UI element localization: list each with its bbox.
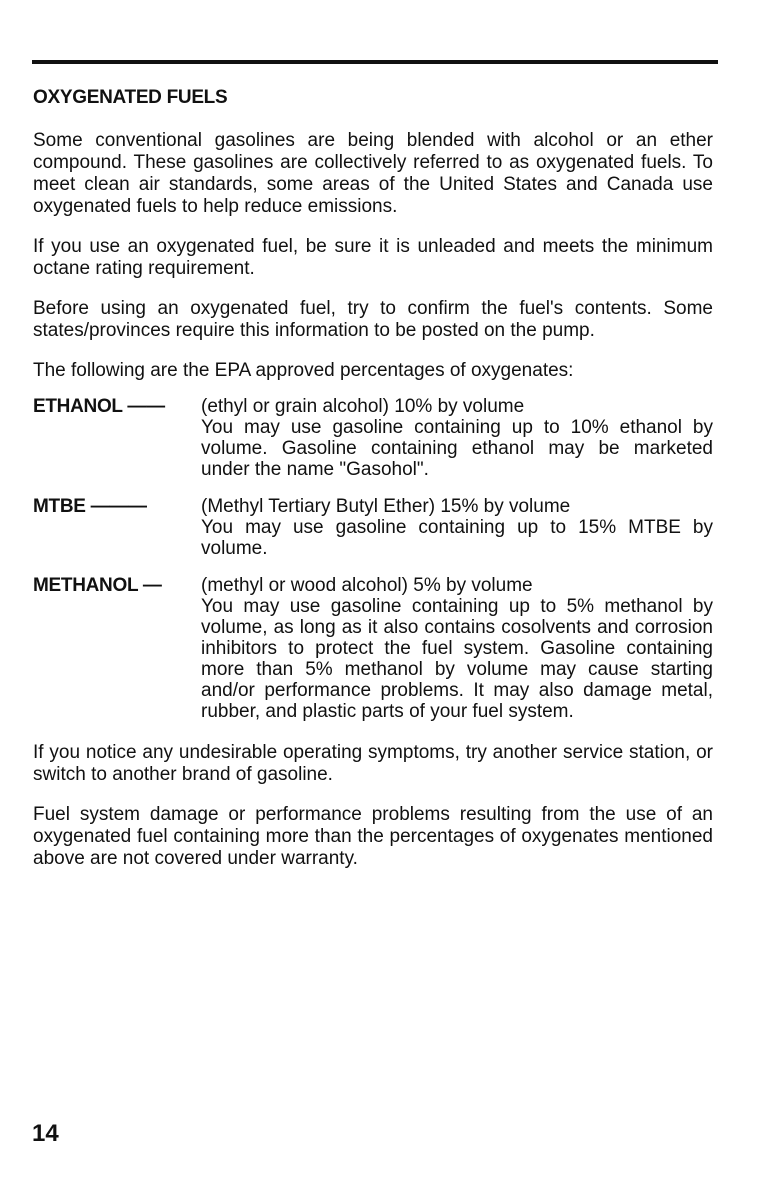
warranty-paragraph: Fuel system damage or performance problems resulting from the use of an oxygenated fuel containing more than the percentages of oxygenates mentioned above are not covered under warranty. [33, 804, 713, 869]
fuel-name-methanol: METHANOL — [33, 575, 162, 596]
fuel-name-ethanol: ETHANOL —— [33, 396, 165, 417]
fuel-text-mtbe [201, 496, 713, 559]
symptoms-paragraph: If you notice any undesirable operating symptoms, try another service station, or switch to another brand of gasoline. [33, 742, 713, 785]
confirm-contents-paragraph: Before using an oxygenated fuel, try to confirm the fuel's contents. Some states/provinces require this information to be posted on the pump. [33, 298, 713, 341]
fuel-entry-methanol [33, 575, 713, 722]
fuel-spec-mtbe: (Methyl Tertiary Butyl Ether) 15% by volume [201, 496, 571, 517]
fuel-text-methanol [201, 575, 713, 722]
fuel-entry-mtbe [33, 496, 713, 559]
page-number: 14 [32, 1120, 59, 1147]
fuel-description-ethanol: You may use gasoline containing up to 10% ethanol by volume. Gasoline containing ethanol may be marketed under the name "Gasohol". [201, 417, 713, 480]
unleaded-paragraph: If you use an oxygenated fuel, be sure it is unleaded and meets the minimum octane rating requirement. [33, 236, 713, 279]
top-rule [32, 60, 718, 64]
fuel-description-methanol: You may use gasoline containing up to 5% methanol by volume, as long as it also contains cosolvents and corrosion inhibitors to protect the fuel system. Gasoline containing more than 5% methanol by volume may cause starting and/or performance problems. It may also damage metal, rubber, and plastic parts of your fuel system. [201, 596, 713, 722]
section-title: OXYGENATED FUELS [33, 87, 228, 108]
fuel-spec-methanol: (methyl or wood alcohol) 5% by volume [201, 575, 533, 596]
epa-intro-paragraph: The following are the EPA approved percentages of oxygenates: [33, 360, 574, 381]
fuel-name-mtbe: MTBE ——— [33, 496, 147, 517]
intro-paragraph: Some conventional gasolines are being blended with alcohol or an ether compound. These gasolines are collectively referred to as oxygenated fuels. To meet clean air standards, some areas of the United States and Canada use oxygenated fuels to help reduce emissions. [33, 130, 713, 217]
fuel-spec-ethanol: (ethyl or grain alcohol) 10% by volume [201, 396, 525, 417]
fuel-description-mtbe: You may use gasoline containing up to 15% MTBE by volume. [201, 517, 713, 559]
page-content [33, 86, 713, 888]
fuel-entry-ethanol [33, 396, 713, 480]
fuel-text-ethanol [201, 396, 713, 480]
